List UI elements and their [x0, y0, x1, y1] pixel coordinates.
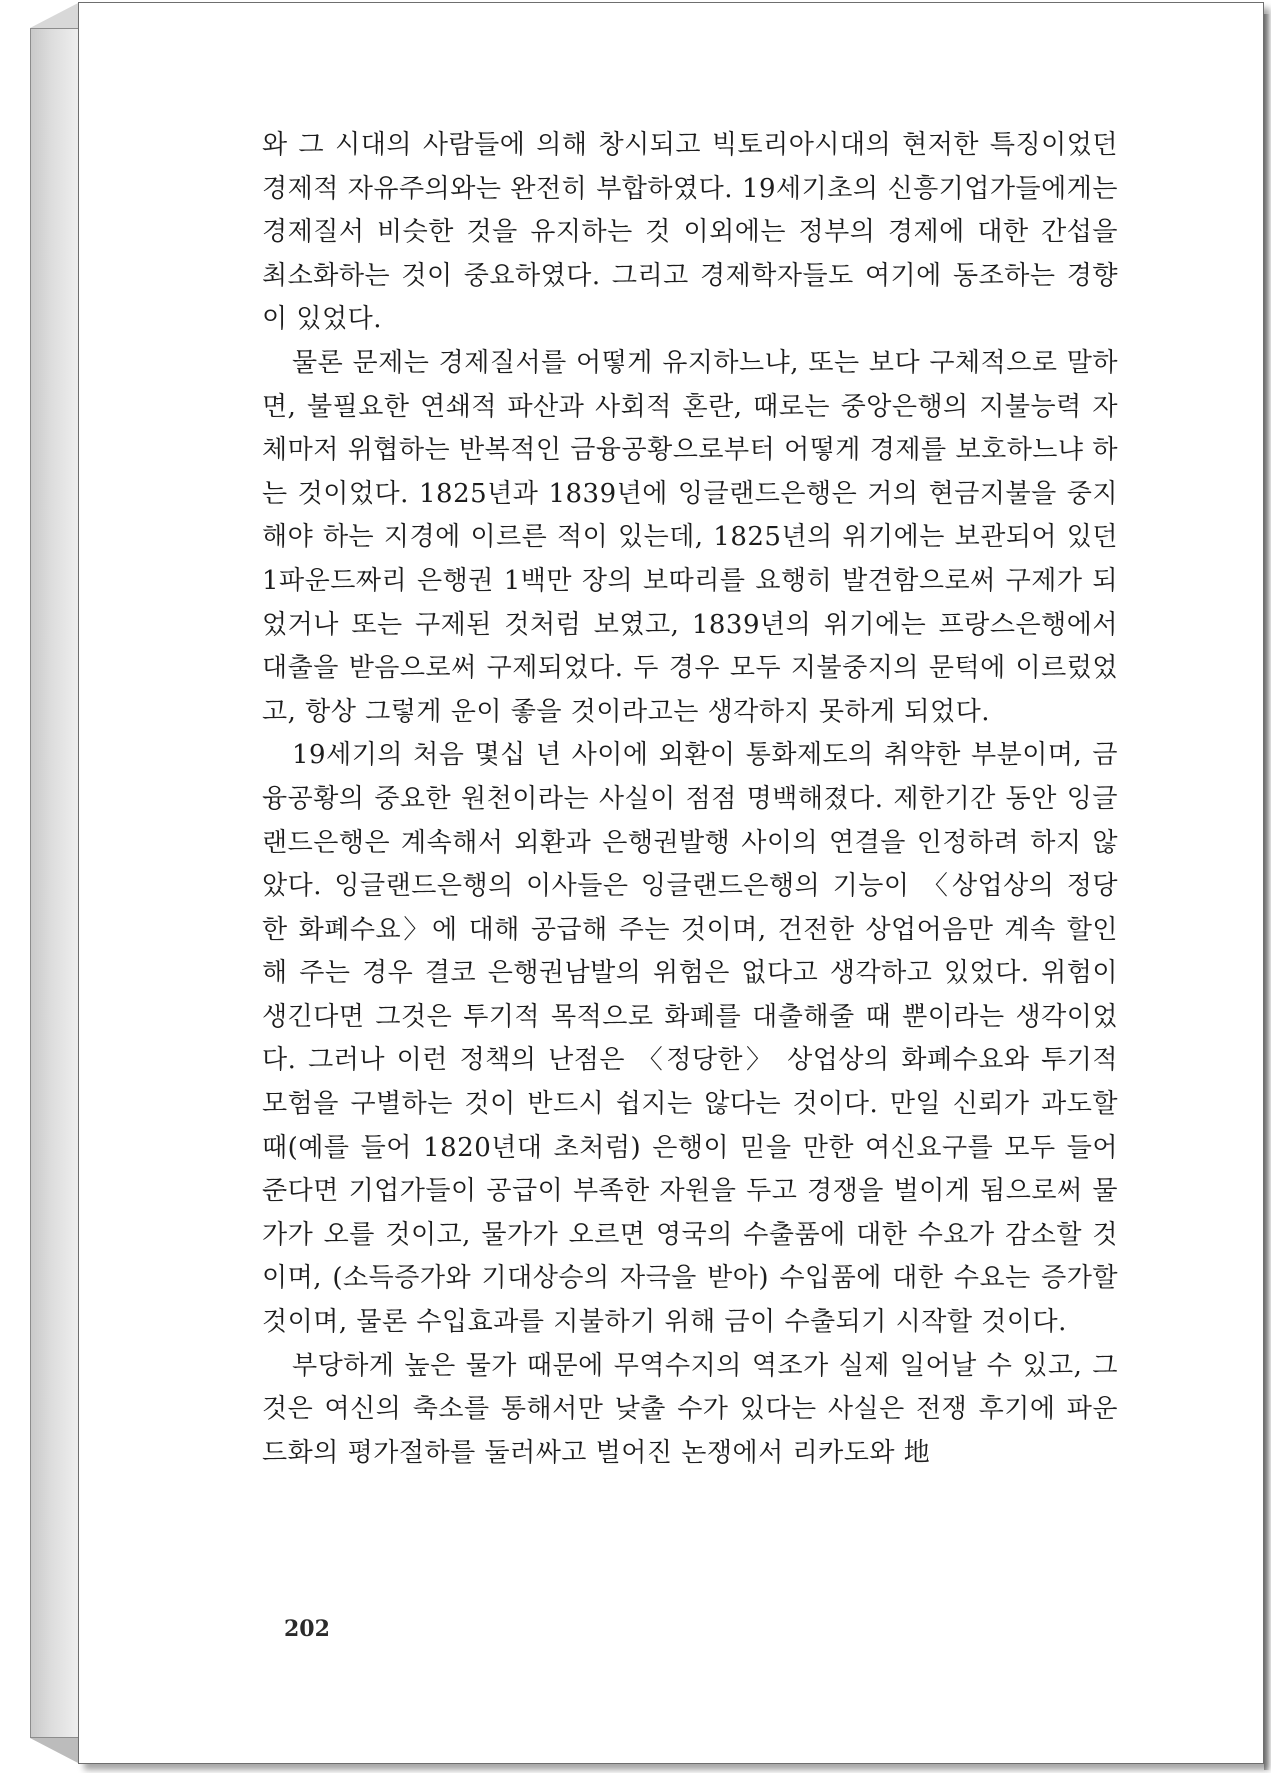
- paragraph: 와 그 시대의 사람들에 의해 창시되고 빅토리아시대의 현저한 특징이었던 경제적 자유주의와는 완전히 부합하였다. 19세기초의 신흥기업가들에게는 경제질서 비슷한 것을 유지하는 것 이외에는 정부의 경제에 대한 간섭을 최소화하는 것이 중요하였다. 그리고 경제학자들도 여기에 동조하는 경향이 있었다.: [262, 130, 1118, 335]
- page-number: 202: [284, 1616, 330, 1642]
- paragraph: 물론 문제는 경제질서를 어떻게 유지하느냐, 또는 보다 구체적으로 말하면, 불필요한 연쇄적 파산과 사회적 혼란, 때로는 중앙은행의 지불능력 자체마저 위협하는 반복적인 금융공황으로부터 어떻게 경제를 보호하느냐 하는 것이었다. 1825년과 1839년에 잉글랜드은행은 거의 현금지불을 중지해야 하는 지경에 이르른 적이 있는데, 1825년의 위기에는 보관되어 있던 1파운드짜리 은행권 1백만 장의 보따리를 요행히 발견함으로써 구제가 되었거나 또는 구제된 것처럼 보였고, 1839년의 위기에는 프랑스은행에서 대출을 받음으로써 구제되었다. 두 경우 모두 지불중지의 문턱에 이르렀었고, 항상 그렇게 운이 좋을 것이라고는 생각하지 못하게 되었다.: [262, 347, 1118, 727]
- book-spine-edge: [30, 28, 80, 1738]
- paragraph: 19세기의 처음 몇십 년 사이에 외환이 통화제도의 취약한 부분이며, 금융공황의 중요한 원천이라는 사실이 점점 명백해졌다. 제한기간 동안 잉글랜드은행은 계속해서 외환과 은행권발행 사이의 연결을 인정하려 하지 않았다. 잉글랜드은행의 이사들은 잉글랜드은행의 기능이 〈상업상의 정당한 화폐수요〉에 대해 공급해 주는 것이며, 건전한 상업어음만 계속 할인해 주는 경우 결코 은행권남발의 위험은 없다고 생각하고 있었다. 위험이 생긴다면 그것은 투기적 목적으로 화폐를 대출해줄 때 뿐이라는 생각이었다. 그러나 이런 정책의 난점은 〈정당한〉 상업상의 화폐수요와 투기적 모험을 구별하는 것이 반드시 쉽지는 않다는 것이다. 만일 신뢰가 과도할 때(예를 들어 1820년대 초처럼) 은행이 믿을 만한 여신요구를 모두 들어 준다면 기업가들이 공급이 부족한 자원을 두고 경쟁을 벌이게 됨으로써 물가가 오를 것이고, 물가가 오르면 영국의 수출품에 대한 수요가 감소할 것이며, (소득증가와 기대상승의 자극을 받아) 수입품에 대한 수요는 증가할 것이며, 물론 수입효과를 지불하기 위해 금이 수출되기 시작할 것이다.: [262, 740, 1118, 1338]
- book-edge-bottom: [30, 1738, 80, 1764]
- page-shadow: [1264, 14, 1270, 1770]
- book-edge-top: [30, 2, 80, 28]
- paragraph: 부당하게 높은 물가 때문에 무역수지의 역조가 실제 일어날 수 있고, 그것은 여신의 축소를 통해서만 낮출 수가 있다는 사실은 전쟁 후기에 파운드화의 평가절하를 둘러싸고 벌어진 논쟁에서 리카도와 地: [262, 1350, 1118, 1468]
- page-body-text: [262, 124, 1118, 1475]
